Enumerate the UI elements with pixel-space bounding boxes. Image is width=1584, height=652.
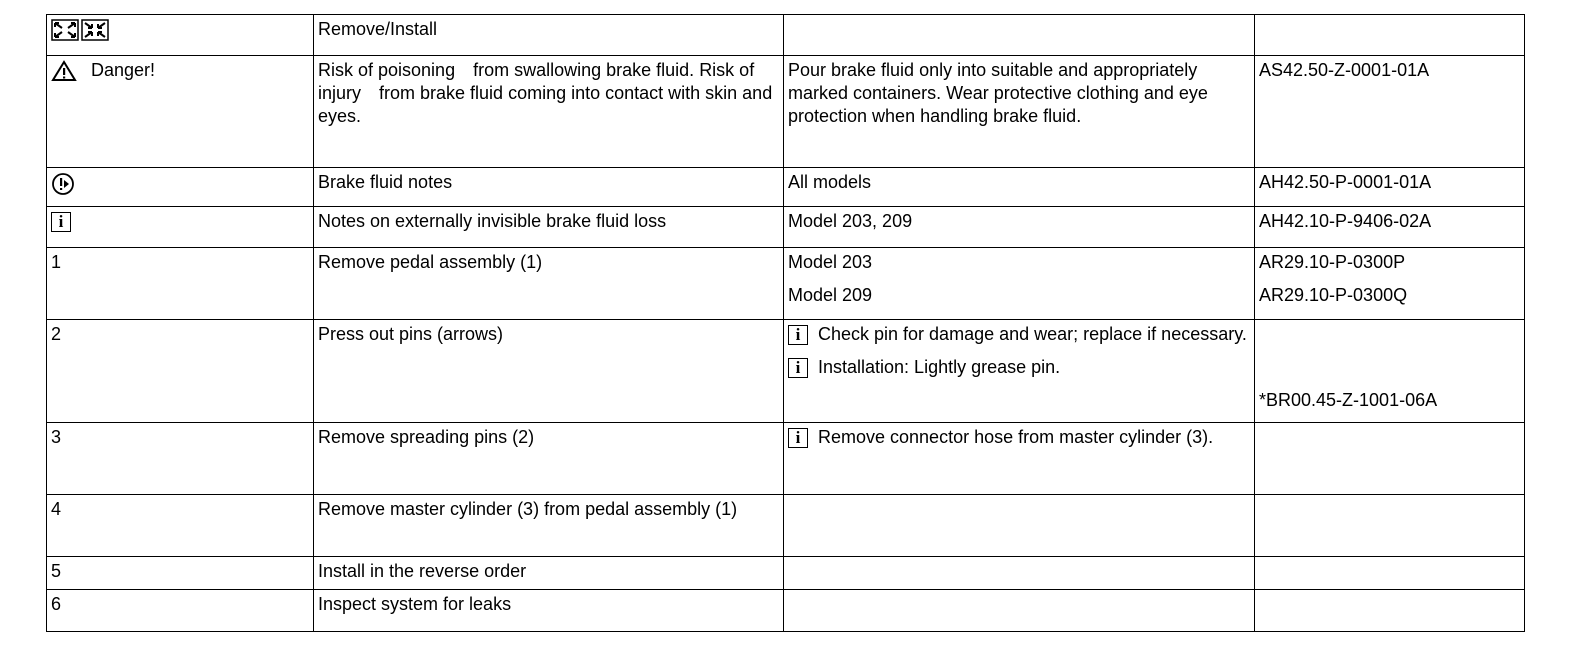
info-box-icon: i [788, 428, 808, 448]
detail-cell [784, 320, 1255, 423]
row-icon-cell [47, 207, 314, 248]
row-icon-cell [47, 168, 314, 207]
step-cell: Brake fluid notes [314, 168, 784, 207]
model-line: Model 203 [788, 252, 873, 272]
table-row [47, 15, 1525, 56]
step-number: 2 [47, 320, 314, 423]
info-box-icon: i [788, 358, 808, 378]
step-number: 1 [47, 248, 314, 320]
step-number: 5 [47, 557, 314, 590]
step-number: 4 [47, 495, 314, 557]
step-cell: Remove spreading pins (2) [314, 423, 784, 495]
step-cell: Remove pedal assembly (1) [314, 248, 784, 320]
reference-cell [1255, 15, 1525, 56]
table-row [47, 56, 1525, 168]
detail-cell: All models [784, 168, 1255, 207]
reference-code: AR29.10-P-0300Q [1259, 285, 1408, 305]
warning-triangle-icon [51, 60, 77, 82]
reference-cell [1255, 495, 1525, 557]
table-row [47, 168, 1525, 207]
table-row [47, 423, 1525, 495]
step-cell: Inspect system for leaks [314, 590, 784, 632]
detail-cell: Model 203, 209 [784, 207, 1255, 248]
reference-code: AR29.10-P-0300P [1259, 252, 1406, 272]
detail-cell: Pour brake fluid only into suitable and appropriately marked containers. Wear protective clothing and eye protection when handling brake fluid. [784, 56, 1255, 168]
detail-cell [784, 248, 1255, 320]
note-line: i Installation: Lightly grease pin. [788, 356, 1251, 379]
detail-cell [784, 590, 1255, 632]
table-row [47, 590, 1525, 632]
model-line: Model 209 [788, 285, 873, 305]
danger-cell [47, 56, 314, 168]
reference-cell [1255, 590, 1525, 632]
note-line: i Check pin for damage and wear; replace if necessary. [788, 323, 1251, 346]
info-box-icon: i [51, 212, 71, 232]
detail-cell [784, 495, 1255, 557]
reference-cell [1255, 423, 1525, 495]
procedure-table [46, 14, 1525, 632]
step-cell: Risk of poisoning from swallowing brake fluid. Risk of injury from brake fluid coming into contact with skin and eyes. [314, 56, 784, 168]
danger-label: Danger! [91, 60, 156, 80]
info-box-icon: i [788, 325, 808, 345]
detail-cell [784, 557, 1255, 590]
reference-cell: AH42.50-P-0001-01A [1255, 168, 1525, 207]
table-row [47, 248, 1525, 320]
remove-install-icon [51, 19, 111, 41]
reference-cell: AS42.50-Z-0001-01A [1255, 56, 1525, 168]
step-cell: Notes on externally invisible brake fluid loss [314, 207, 784, 248]
table-row [47, 320, 1525, 423]
table-row [47, 495, 1525, 557]
note-circle-icon [51, 172, 75, 196]
step-cell: Press out pins (arrows) [314, 320, 784, 423]
reference-cell: AH42.10-P-9406-02A [1255, 207, 1525, 248]
step-cell: Remove/Install [314, 15, 784, 56]
step-cell: Remove master cylinder (3) from pedal assembly (1) [314, 495, 784, 557]
table-row [47, 207, 1525, 248]
step-number: 3 [47, 423, 314, 495]
table-row [47, 557, 1525, 590]
step-number: 6 [47, 590, 314, 632]
reference-code: *BR00.45-Z-1001-06A [1259, 390, 1438, 410]
reference-cell [1255, 320, 1525, 423]
detail-cell [784, 15, 1255, 56]
reference-cell [1255, 557, 1525, 590]
row-icon-cell [47, 15, 314, 56]
step-cell: Install in the reverse order [314, 557, 784, 590]
detail-cell: i Remove connector hose from master cylinder (3). [784, 423, 1255, 495]
reference-cell [1255, 248, 1525, 320]
